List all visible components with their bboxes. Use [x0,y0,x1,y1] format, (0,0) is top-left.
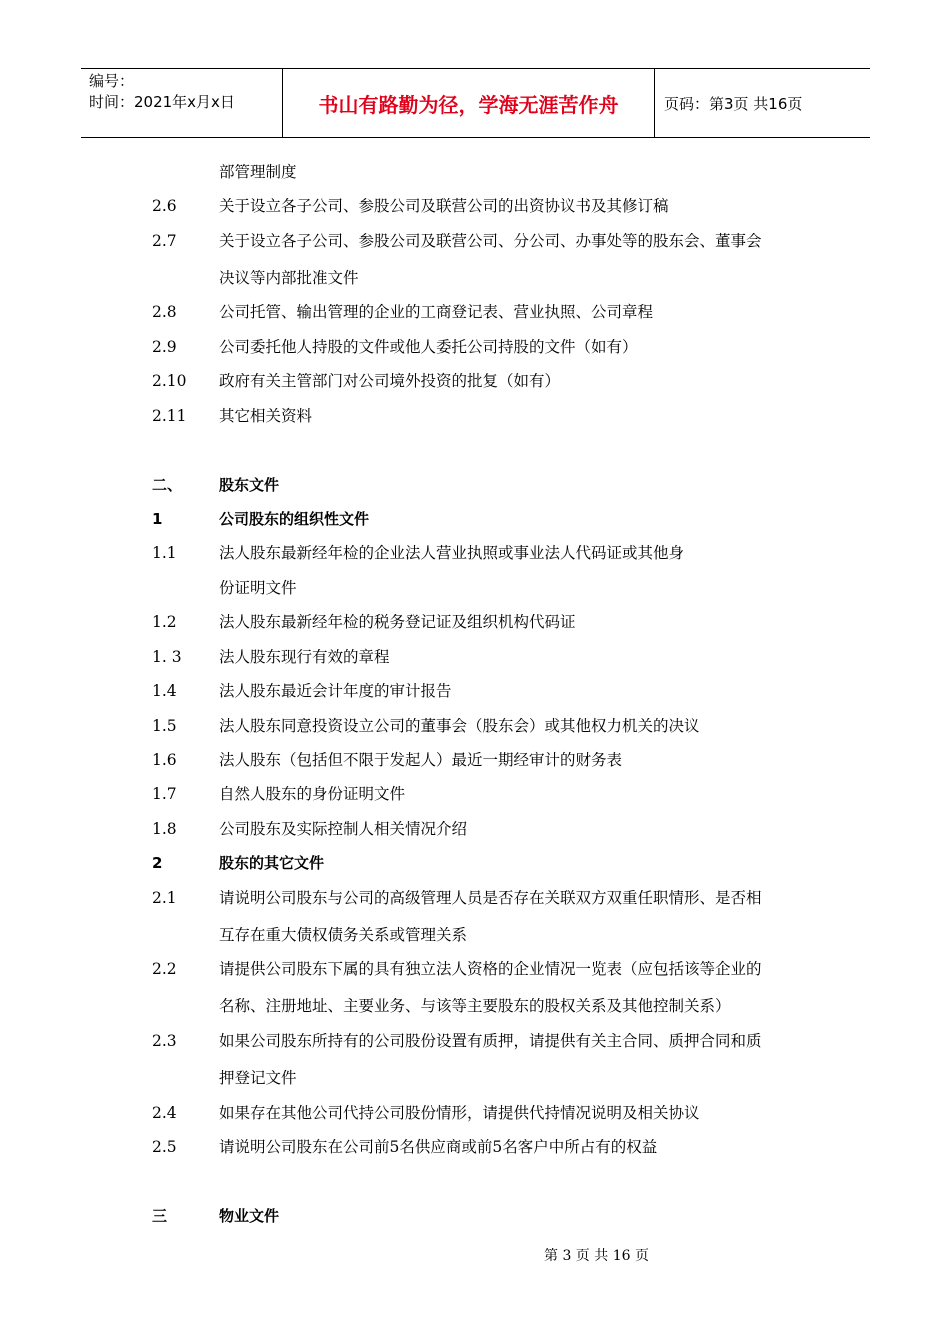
item-text: 部管理制度 [219,163,297,181]
item-text: 公司委托他人持股的文件或他人委托公司持股的文件（如有） [219,338,638,356]
item-number: 1.2 [152,613,177,631]
list-item [0,335,950,359]
item-text: 请说明公司股东在公司前5名供应商或前5名客户中所占有的权益 [219,1138,658,1156]
text-line [0,1066,950,1090]
item-text: 决议等内部批准文件 [219,269,359,287]
subsection-heading [0,851,950,875]
item-text: 如果公司股东所持有的公司股份设置有质押，请提供有关主合同、质押合同和质 [219,1032,762,1050]
page-header [81,68,870,138]
item-text: 法人股东（包括但不限于发起人）最近一期经审计的财务表 [219,751,623,769]
section-title: 物业文件 [219,1207,280,1225]
list-item [0,229,950,253]
item-text: 法人股东同意投资设立公司的董事会（股东会）或其他权力机关的决议 [219,717,700,735]
subsection-title: 股东的其它文件 [219,854,325,872]
subsection-number: 2 [152,854,163,872]
item-number: 1.1 [152,544,177,562]
list-item [0,300,950,324]
list-item [0,1029,950,1053]
item-number: 1.4 [152,682,177,700]
item-number: 2.6 [152,197,177,215]
item-text: 关于设立各子公司、参股公司及联营公司的出资协议书及其修订稿 [219,197,669,215]
page-footer [0,1245,950,1265]
subsection-title: 公司股东的组织性文件 [219,510,370,528]
section-heading [0,473,950,497]
item-text: 互存在重大债权债务关系或管理关系 [219,926,468,944]
list-item [0,679,950,703]
item-text: 政府有关主管部门对公司境外投资的批复（如有） [219,372,561,390]
item-number: 2.1 [152,889,177,907]
item-number: 1.8 [152,820,177,838]
header-divider [654,69,655,137]
item-text: 关于设立各子公司、参股公司及联营公司、分公司、办事处等的股东会、董事会 [219,232,762,250]
item-text: 请提供公司股东下属的具有独立法人资格的企业情况一览表（应包括该等企业的 [219,960,762,978]
item-number: 2.8 [152,303,177,321]
item-text: 法人股东现行有效的章程 [219,648,390,666]
list-item [0,369,950,393]
item-number: 2.11 [152,407,187,425]
list-item [0,1135,950,1159]
item-number: 1.6 [152,751,177,769]
item-text: 法人股东最近会计年度的审计报告 [219,682,452,700]
list-item [0,541,950,565]
item-text: 请说明公司股东与公司的高级管理人员是否存在关联双方双重任职情形、是否相 [219,889,762,907]
item-text: 法人股东最新经年检的税务登记证及组织机构代码证 [219,613,576,631]
list-item [0,714,950,738]
list-item [0,817,950,841]
text-line [0,266,950,290]
item-number: 1.5 [152,717,177,735]
item-text: 自然人股东的身份证明文件 [219,785,406,803]
item-number: 2.2 [152,960,177,978]
text-line [0,160,950,184]
list-item [0,194,950,218]
list-item [0,610,950,634]
list-item [0,404,950,428]
section-number: 二、 [152,476,183,494]
item-number: 2.5 [152,1138,177,1156]
item-text: 其它相关资料 [219,407,313,425]
item-number: 2.9 [152,338,177,356]
text-line [0,576,950,600]
item-number: 1.7 [152,785,177,803]
item-number: 2.10 [152,372,187,390]
section-title: 股东文件 [219,476,280,494]
item-text: 名称、注册地址、主要业务、与该等主要股东的股权关系及其他控制关系） [219,997,731,1015]
item-text: 押登记文件 [219,1069,297,1087]
list-item [0,645,950,669]
item-text: 份证明文件 [219,579,297,597]
header-meta [89,71,284,113]
page-number: 第 3 页 共 16 页 [544,1248,649,1264]
item-text: 公司托管、输出管理的企业的工商登记表、营业执照、公司章程 [219,303,654,321]
item-number: 1. 3 [152,648,182,666]
time-label: 时间：2021年x月x日 [89,93,235,111]
header-slogan: 书山有路勤为径，学海无涯苦作舟 [318,92,619,117]
item-number: 2.4 [152,1104,177,1122]
item-text: 如果存在其他公司代持公司股份情形，请提供代持情况说明及相关协议 [219,1104,700,1122]
text-line [0,994,950,1018]
subsection-number: 1 [152,510,163,528]
list-item [0,748,950,772]
list-item [0,957,950,981]
text-line [0,923,950,947]
section-number: 三 [152,1207,168,1225]
header-page-label: 页码：第3页 共16页 [664,94,803,113]
item-number: 2.3 [152,1032,177,1050]
item-number: 2.7 [152,232,177,250]
item-text: 法人股东最新经年检的企业法人营业执照或事业法人代码证或其他身 [219,544,685,562]
subsection-heading [0,507,950,531]
list-item [0,782,950,806]
item-text: 公司股东及实际控制人相关情况介绍 [219,820,468,838]
section-heading [0,1204,950,1228]
number-label: 编号： [89,72,135,90]
list-item [0,1101,950,1125]
list-item [0,886,950,910]
